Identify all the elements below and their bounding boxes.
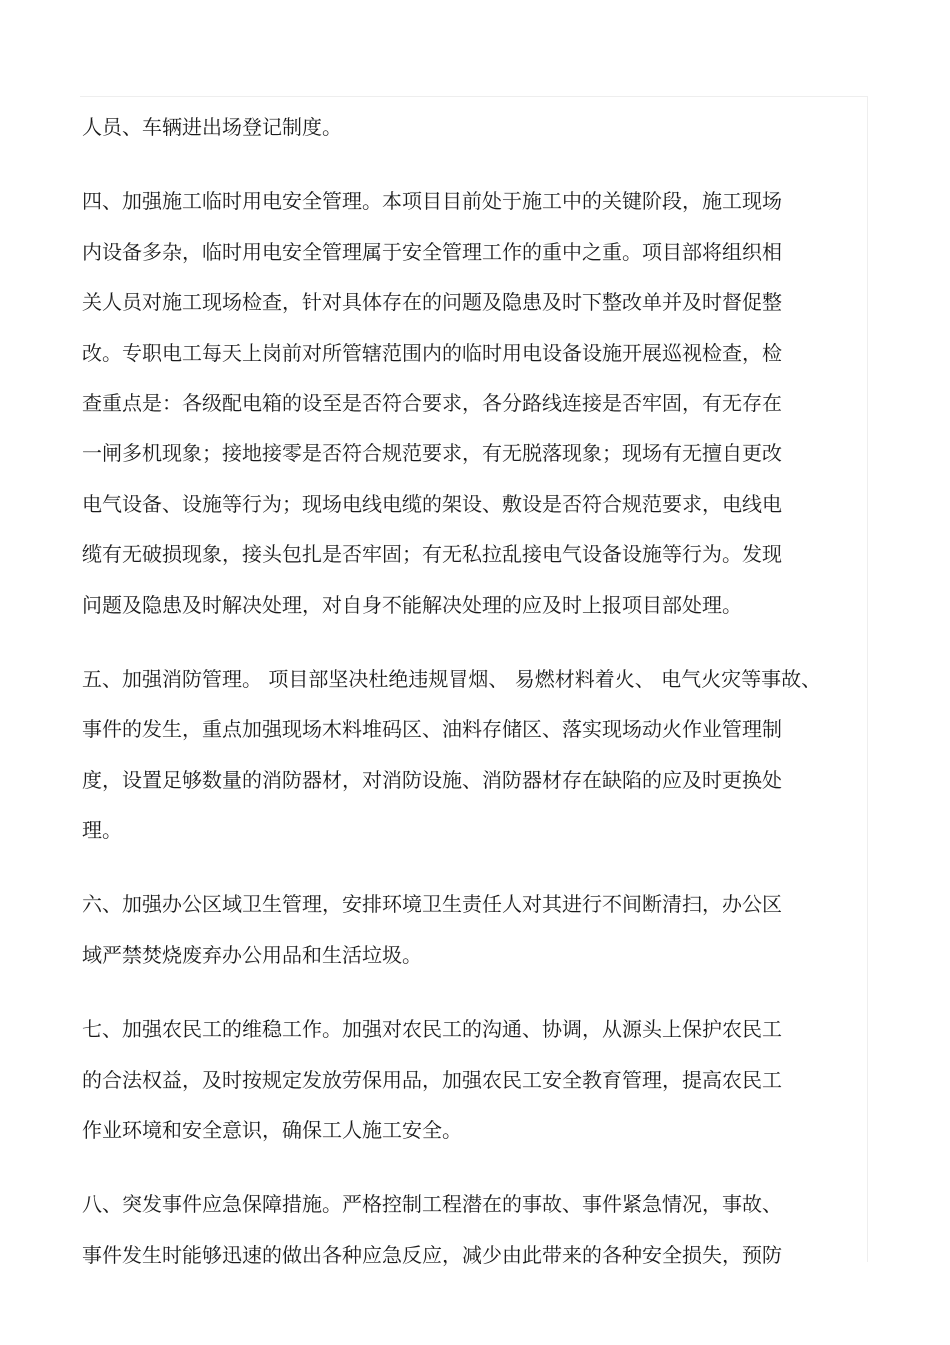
text-line: 六、加强办公区域卫生管理，安排环境卫生责任人对其进行不间断清扫，办公区 [82, 892, 782, 917]
text-line: 缆有无破损现象，接头包扎是否牢固；有无私拉乱接电气设备设施等行为。发现 [82, 542, 782, 567]
text-line: 八、突发事件应急保障措施。严格控制工程潜在的事故、事件紧急情况，事故、 [82, 1192, 782, 1217]
text-line: 域严禁焚烧废弃办公用品和生活垃圾。 [82, 942, 422, 967]
text-line: 作业环境和安全意识，确保工人施工安全。 [82, 1118, 462, 1143]
paragraph-emergency-measures [82, 1179, 852, 1280]
text-line: 理。 [82, 818, 122, 843]
text-line: 事件发生时能够迅速的做出各种应急反应，减少由此带来的各种安全损失，预防 [82, 1242, 782, 1267]
text-line: 电气设备、设施等行为；现场电线电缆的架设、敷设是否符合规范要求，电线电 [82, 491, 782, 516]
paragraph-temporary-electricity [82, 176, 852, 630]
text-line: 人员、车辆进出场登记制度。 [82, 115, 342, 139]
text-line: 内设备多杂，临时用电安全管理属于安全管理工作的重中之重。项目部将组织相 [82, 239, 782, 264]
text-line: 七、加强农民工的维稳工作。加强对农民工的沟通、协调，从源头上保护农民工 [82, 1017, 782, 1042]
text-line: 五、加强消防管理。 项目部坚决杜绝违规冒烟、 易燃材料着火、 电气火灾等事故、 [82, 666, 822, 691]
text-line: 改。专职电工每天上岗前对所管辖范围内的临时用电设备设施开展巡视检查，检 [82, 340, 782, 365]
paragraph-office-hygiene [82, 879, 852, 980]
text-line: 的合法权益，及时按规定发放劳保用品，加强农民工安全教育管理，提高农民工 [82, 1067, 782, 1092]
document-body [82, 102, 852, 1304]
text-line: 问题及隐患及时解决处理，对自身不能解决处理的应及时上报项目部处理。 [82, 592, 742, 617]
text-line: 查重点是：各级配电箱的设至是否符合要求，各分路线连接是否牢固，有无存在 [82, 390, 782, 415]
text-line: 事件的发生，重点加强现场木料堆码区、油料存储区、落实现场动火作业管理制 [82, 717, 782, 742]
paragraph-migrant-workers [82, 1004, 852, 1155]
text-line: 一闸多机现象；接地接零是否符合规范要求，有无脱落现象；现场有无擅自更改 [82, 441, 782, 466]
text-line: 度，设置足够数量的消防器材，对消防设施、消防器材存在缺陷的应及时更换处 [82, 767, 782, 792]
text-line: 四、加强施工临时用电安全管理。本项目目前处于施工中的关键阶段，施工现场 [82, 189, 782, 214]
paragraph-registration [82, 102, 852, 152]
text-line: 关人员对施工现场检查，针对具体存在的问题及隐患及时下整改单并及时督促整 [82, 290, 782, 315]
paragraph-fire-safety [82, 654, 852, 856]
